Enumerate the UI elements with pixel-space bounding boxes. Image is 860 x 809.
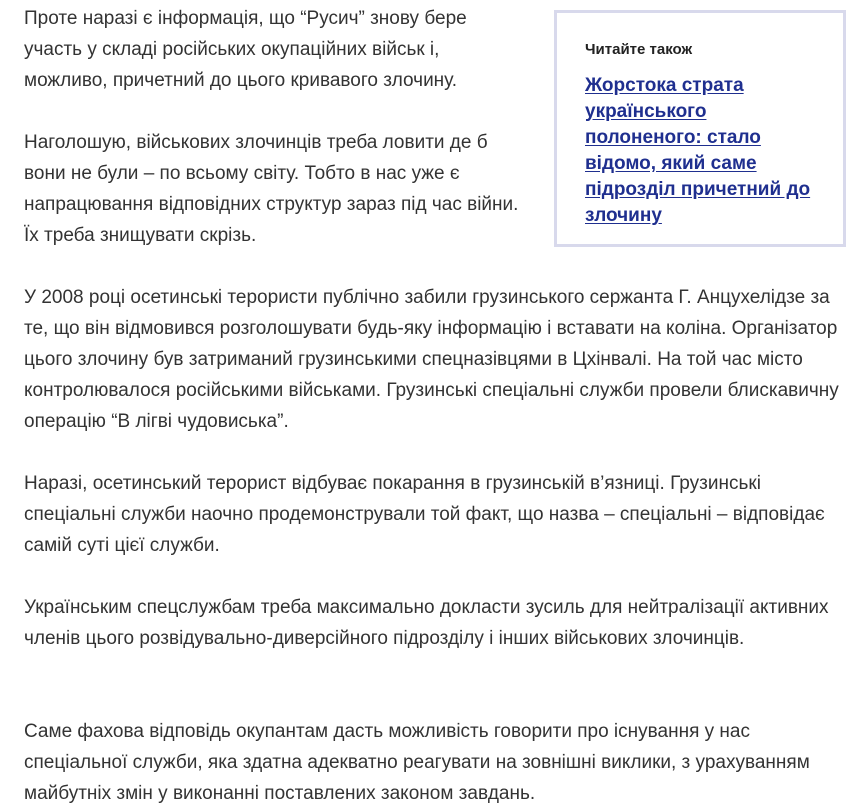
article-paragraph: Українським спецслужбам треба максимально докласти зусиль для нейтралізації активних членів цього розвідувально-диверсійного підрозділу і інших військових злочинців.: [24, 597, 829, 649]
article-paragraph: Проте наразі є інформація, що “Русич” знову бере участь у складі російських окупаційних військ і, можливо, причетний до цього кривавого злочину.: [24, 8, 467, 91]
read-also-label: Читайте також: [585, 41, 693, 58]
read-also-box: [554, 10, 846, 247]
article-paragraph: Наразі, осетинський терорист відбуває покарання в грузинській в’язниці. Грузинські спеціальні служби наочно продемонстрували той факт, що назва – спеціальні – відповідає самій суті цієї служби.: [24, 473, 825, 556]
article-paragraph: Саме фахова відповідь окупантам дасть можливість говорити про існування у нас спеціальної служби, яка здатна адекватно реагувати на зовнішні виклики, з урахуванням майбутніх змін у виконанні поставлених законом завдань.: [24, 721, 810, 804]
article-paragraph: У 2008 році осетинські терористи публічно забили грузинського сержанта Г. Анцухелідзе за те, що він відмовився розголошувати будь-яку інформацію і вставати на коліна. Організатор цього злочину був затриманий грузинськими спецназівцями в Цхінвалі. На той час місто контролювалося російськими військами. Грузинські спеціальні служби провели блискавичну операцію “В лігві чудовиська”.: [24, 287, 839, 432]
article-paragraph: Наголошую, військових злочинців треба ловити де б вони не були – по всьому світу. Тобто в нас уже є напрацювання відповідних структур зараз під час війни. Їх треба знищувати скрізь.: [24, 132, 519, 246]
read-also-link[interactable]: Жорстока страта українського полоненого: стало відомо, який саме підрозділ причетний до злочину: [585, 75, 811, 226]
